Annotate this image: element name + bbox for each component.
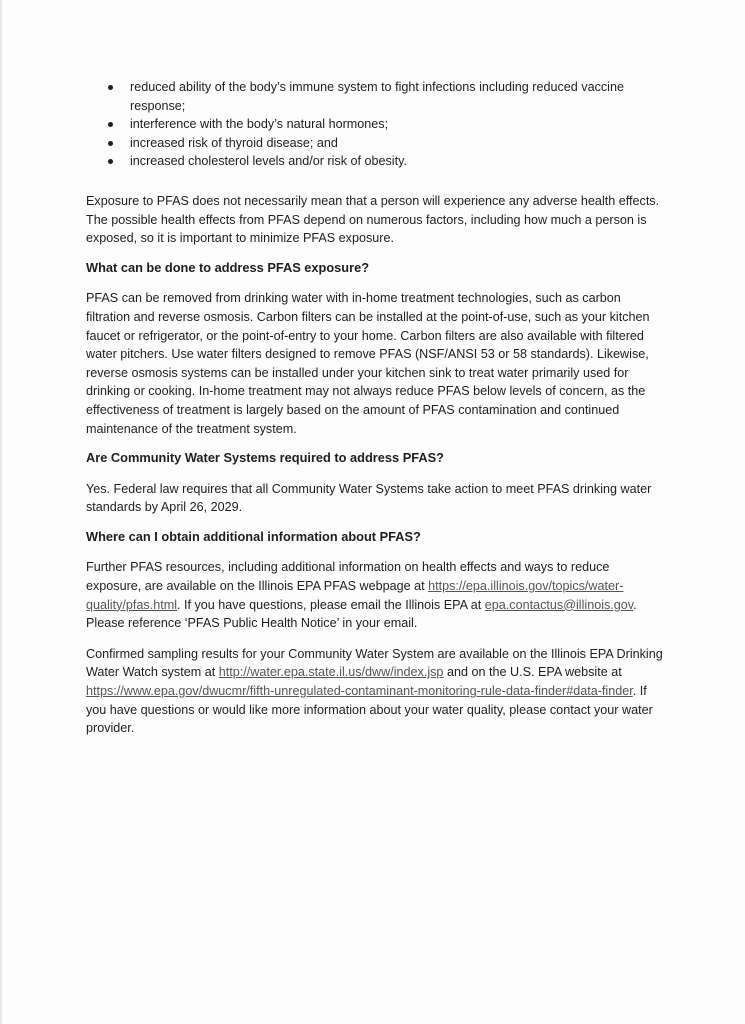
treatment-paragraph: PFAS can be removed from drinking water with in-home treatment technologies, such as carbon filtration and reverse osmosis. Carbon filters can be installed at the point-of-use, such as your kitchen faucet or refrigerator, or the point-of-entry to your home. Carbon filters are also available with filtered water pitchers. Use water filters designed to remove PFAS (NSF/ANSI 53 or 58 standards). Likewise, reverse osmosis systems can be installed under your kitchen sink to treat water primarily used for drinking or cooking. In-home treatment may not always reduce PFAS below levels of concern, as the effectiveness of treatment is largely based on the amount of PFAS contamination and continued maintenance of the treatment system. bbox=[86, 291, 650, 436]
list-item-text: interference with the body’s natural hormones; bbox=[130, 117, 389, 132]
paragraph-text: . If you have questions, please email the Illinois EPA at bbox=[177, 597, 485, 612]
federal-law-paragraph: Yes. Federal law requires that all Community Water Systems take action to meet PFAS drinking water standards by April 26, 2029. bbox=[86, 481, 652, 515]
list-item bbox=[86, 115, 666, 134]
paragraph-text: Confirmed sampling results for your Community Water System are available on the Illinois EPA Drinking Water Watch system at bbox=[86, 646, 663, 680]
paragraph-text: Further PFAS resources, including additional information on health effects and ways to reduce exposure, are available on the Illinois EPA PFAS webpage at bbox=[86, 560, 610, 594]
drinking-water-watch-link[interactable]: http://water.epa.state.il.us/dww/index.jsp bbox=[218, 665, 444, 680]
exposure-paragraph: Exposure to PFAS does not necessarily mean that a person will experience any adverse health effects. The possible health effects from PFAS depend on numerous factors, including how much a person is exposed, so it is important to minimize PFAS exposure. bbox=[86, 193, 660, 246]
bullet-icon bbox=[108, 141, 113, 146]
sampling-results-paragraph bbox=[86, 645, 666, 738]
section-heading-additional-info: Where can I obtain additional information about PFAS? bbox=[86, 528, 421, 544]
pfas-webpage-link[interactable]: https://epa.illinois.gov/topics/water-quality/pfas.html bbox=[86, 579, 624, 612]
bullet-icon bbox=[108, 122, 113, 127]
bullet-icon bbox=[108, 85, 113, 90]
resources-paragraph bbox=[86, 558, 666, 632]
bullet-icon bbox=[108, 159, 113, 164]
list-item-text: increased cholesterol levels and/or risk of obesity. bbox=[130, 154, 407, 169]
email-link[interactable]: epa.contactus@illinois.gov bbox=[484, 597, 634, 612]
health-effects-list bbox=[86, 78, 666, 171]
section-heading-water-systems: Are Community Water Systems required to address PFAS? bbox=[86, 450, 444, 466]
paragraph-text: and on the U.S. EPA website at bbox=[443, 665, 622, 680]
document-body bbox=[86, 78, 666, 738]
list-item-text: increased risk of thyroid disease; and bbox=[130, 135, 338, 150]
list-item bbox=[86, 134, 666, 153]
list-item-text: reduced ability of the body’s immune system to fight infections including reduced vaccine response; bbox=[130, 80, 624, 113]
scan-edge-mark bbox=[0, 0, 2, 1024]
list-item bbox=[86, 78, 666, 115]
section-heading-address-exposure: What can be done to address PFAS exposure? bbox=[86, 259, 370, 275]
paragraph-text: . If you have questions or would like more information about your water quality, please contact your water provider. bbox=[86, 684, 653, 736]
paragraph-text: . Please reference ‘PFAS Public Health Notice’ in your email. bbox=[86, 597, 637, 631]
ucmr-data-finder-link[interactable]: https://www.epa.gov/dwucmr/fifth-unregulated-contaminant-monitoring-rule-data-finder#data-finder bbox=[86, 684, 633, 699]
list-item bbox=[86, 152, 666, 171]
